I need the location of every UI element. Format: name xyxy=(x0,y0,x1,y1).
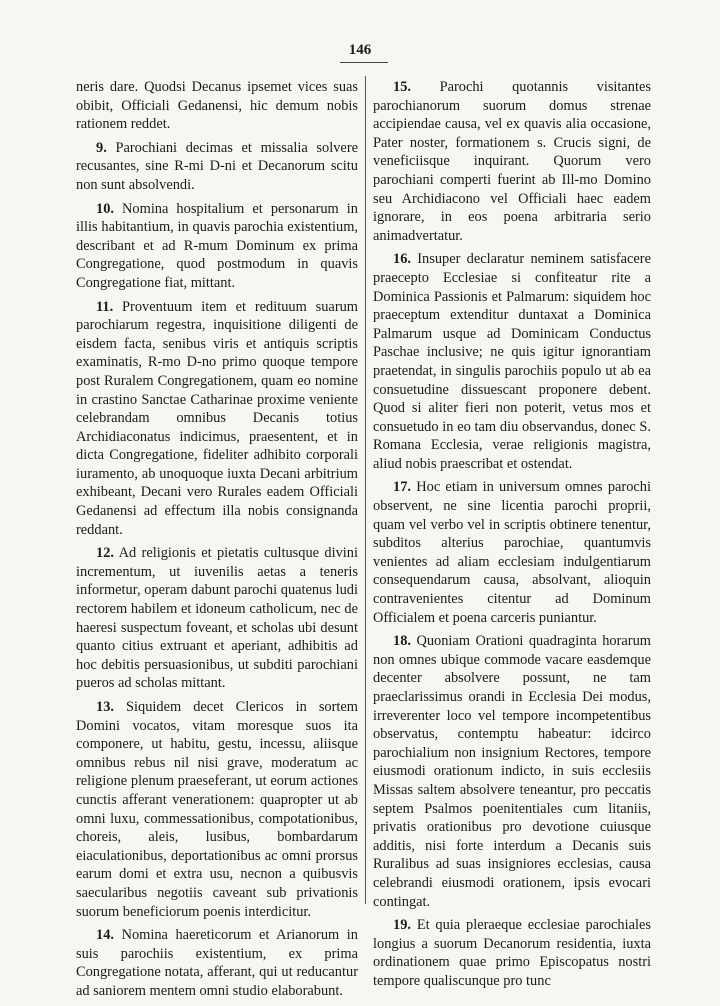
paragraph xyxy=(76,139,358,195)
paragraph xyxy=(76,926,358,1000)
paragraph-text: Ad religionis et pietatis cultusque divini incrementum, ut iuvenilis aetas a teneris informetur, operam dabunt parochi quatenus ludi rectorem habilem et idoneum catholicum, nec de haeresi suspectum foveant, et scholas ubi desunt quanto citius extruant et aperiant, adhibitis ad hoc debitis persuasionibus, ut subditi parochiani pueros ad scholas mittant. xyxy=(76,545,358,692)
paragraph xyxy=(373,78,651,245)
paragraph-text: Quoniam Orationi quadraginta horarum non omnes ubique commode vacare easdemque decenter absolvere possunt, ne tam praeclarissimus orandi in Ecclesia Dei modus, irreverenter loco vel tempore incompetentibus observatus, contemptu habeatur: idcirco parochialium non insignium Rectores, tempore eiusmodi orationum indicto, in suis ecclesiis Missas saltem absolvere teneantur, pro peccatis septem Psalmos poenitentiales cum litaniis, privatis orationibus pro devotione cuiusque additis, nisi forte interdum a Decanis suis Ruralibus ad suas insigniores ecclesias, causa celebrandi eiusmodi orationem, ipsis evocari contingat. xyxy=(373,633,651,910)
paragraph-text: Hoc etiam in universum omnes parochi observent, ne sine licentia parochi proprii, quam vel verbo vel in scriptis obtinere tenentur, subditos alterius parochiae, quantumvis venientes ad aliam ecclesiam indulgentiarum consequendarum causa, absolvant, alioquin contravenientes citentur ad Dominum Officialem et poena carceris puniantur. xyxy=(373,479,651,626)
right-column xyxy=(373,78,651,996)
paragraph-text: Nomina haereticorum et Arianorum in suis parochiis existentium, ex prima Congregatione notata, afferant, qui ut reducantur ad saniorem mentem omni studio elaborabunt. xyxy=(76,927,358,999)
paragraph-text: Insuper declaratur neminem satisfacere praecepto Ecclesiae si confiteatur rite a Dominica Passionis et Palmarum: siquidem hoc praeceptum extenditur duntaxat a Dominica Palmarum usque ad Dominicam Conductus Paschae inclusive; ne quis igitur ignorantiam praetendat, in singulis parochiis populo ut ab ea consuetudine dissuescant proponere debent. Quod si aliter fieri non poterit, vetus mos et consuetudo in eo tam diu observandus, donec S. Romana Ecclesia, verae religionis magistra, aliud nobis praescribat et ostendat. xyxy=(373,251,651,472)
paragraph xyxy=(76,298,358,540)
paragraph-number: 9. xyxy=(96,139,107,156)
paragraph-number: 12. xyxy=(96,545,114,562)
paragraph xyxy=(373,250,651,473)
paragraph-number: 14. xyxy=(96,927,114,944)
paragraph-text: Et quia pleraeque ecclesiae parochiales longius a suorum Decanorum residentia, iuxta ordinationem quae primo Episcopatus nostri tempore qualiscunque pro tunc xyxy=(373,917,651,989)
paragraph-text: Proventuum item et redituum suarum parochiarum regestra, inquisitione diligenti de eisdem facta, senibus viris et antiquis scriptis examinatis, R-mo D-no primo quoque tempore post Ruralem Congregationem, quam eo nomine in crastino Sanctae Catharinae proxime veniente celebrandam omnibus Decanis totius Archidiaconatus indicimus, praesentent, et in dicta Congregatione, fideliter adhibito corporali iuramento, ab unoquoque iuxta Decani arbitrium exhibeant, Decani vero Rurales eadem Officiali Gedanensi ad effectum illa nobis consignanda reddant. xyxy=(76,298,358,538)
page-number: 146 xyxy=(348,42,372,58)
paragraph-number: 13. xyxy=(96,699,114,715)
paragraph-text: Parochi quotannis visitantes parochianorum suorum domus strenae accipiendae causa, vel ex quavis alia occasione, Pater noster, formationem s. Crucis signi, de veneficiisque inquirant. Quorum vero parochiani comperti fuerint ab Ill-mo Domino seu Archidiacono vel Officiali haec eadem ignorare, in eos poena arbitraria serio animadvertatur. xyxy=(373,79,651,244)
page-number-rule xyxy=(340,62,388,63)
paragraph-text: neris dare. Quodsi Decanus ipsemet vices suas obibit, Officiali Gedanensi, hic demum nobis rationem reddet. xyxy=(76,79,358,133)
paragraph xyxy=(76,200,358,293)
paragraph xyxy=(373,632,651,911)
paragraph-number: 15. xyxy=(393,79,411,95)
paragraph-number: 17. xyxy=(393,479,411,496)
paragraph xyxy=(373,916,651,990)
paragraph-text: Nomina hospitalium et personarum in illis habitantium, in quavis parochia existentium, describant et ad R-mum Dominum ex prima Congregatione, quod postmodum in quavis Congregatione fiat, mittant. xyxy=(76,200,358,291)
column-divider xyxy=(365,76,366,904)
paragraph xyxy=(76,544,358,693)
paragraph-text: Parochiani decimas et missalia solvere recusantes, sine R-mi D-ni et Decanorum scitu non sunt absolvendi. xyxy=(76,139,358,193)
paragraph-number: 19. xyxy=(393,917,411,934)
paragraph xyxy=(373,478,651,627)
paragraph xyxy=(76,78,358,134)
left-column xyxy=(76,78,358,1006)
paragraph-text: Siquidem decet Clericos in sortem Domini vocatos, vitam moresque suos ita componere, ut habitu, gestu, incessu, aliisque omnibus rebus nil nisi grave, moderatum ac religione plenum praeseferant, ut eorum actiones cunctis afferant venerationem: quapropter ut ab omni luxu, commessationibus, compotationibus, choreis, aleis, lusibus, bombardarum eiaculationibus, deportationibus ac omni prorsus earum domi et extra usu, necnon a quibusvis saecularibus negotiis caveant sub privationis suorum beneficiorum poenis interdicitur. xyxy=(76,699,358,920)
paragraph-number: 16. xyxy=(393,251,411,268)
paragraph xyxy=(76,698,358,921)
paragraph-number: 10. xyxy=(96,200,114,217)
paragraph-number: 11. xyxy=(96,298,114,315)
paragraph-number: 18. xyxy=(393,633,411,650)
